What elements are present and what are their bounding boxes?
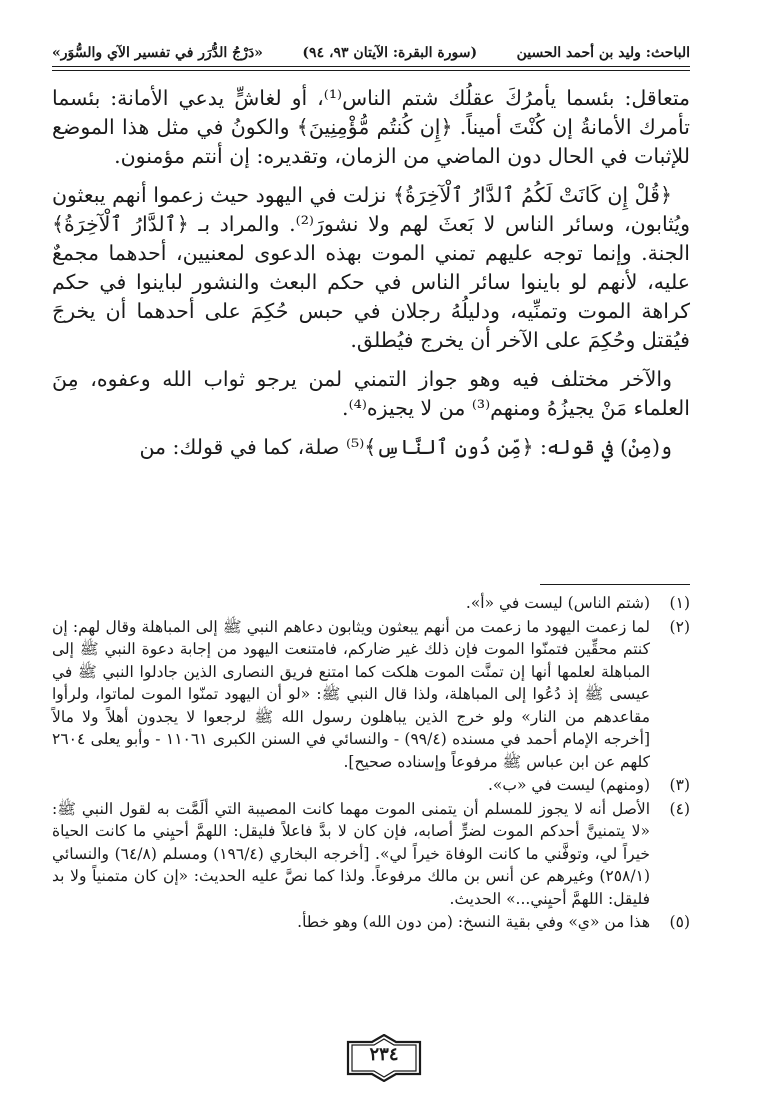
- footnote-text: (شتم الناس) ليست في «أ».: [465, 594, 650, 612]
- paragraph-1: متعاقل: بئسما يأمرُكَ عقلُك شتم الناس⁽¹⁾، أو لغاشٍّ يدعي الأمانة: بئسما تأمرك الأمانةُ إن كُنْتَ أميناً. ﴿إِن كُنتُم مُّؤْمِنِينَ﴾ والكونُ في مثل هذا الموضع للإثبات في الحال دون الماضي من الزمان، وتقديره: إن أنتم مؤمنون.: [52, 86, 690, 168]
- header-author: الباحث: وليد بن أحمد الحسين: [516, 45, 690, 61]
- footnote-text: الأصل أنه لا يجوز للمسلم أن يتمنى الموت مهما كانت المصيبة التي ألَمَّت به لقول النبي ﷺ: «لا يتمنينَّ أحدكم الموت لضرٍّ أصابه، فإن كان لا بدَّ فاعلاً فليقل: اللهمَّ أحيِني ما كانت الحياة خيراً لي، وتوفَّني ما كانت الوفاة خيراً لي». [أخرجه البخاري (١٩٦/٤) ومسلم (٦٤/٨) والنسائي (٢٥٨/١) وغيرهم عن أنس بن مالك مرفوعاً. ولذا كما نصَّ عليه الحديث: «إن كان متمنياً ولا بد فليقل: اللهمَّ أحيِني...» الحديث.: [52, 799, 650, 908]
- footnote: [52, 774, 690, 797]
- header-surah-range: (سورة البقرة: الآيتان ٩٣، ٩٤): [302, 45, 478, 61]
- footnote: [52, 616, 690, 774]
- footnote: [52, 911, 690, 934]
- page: [52, 0, 690, 1120]
- footnote-separator: [540, 584, 690, 585]
- footnote: [52, 592, 690, 615]
- paragraph-3: والآخر مختلف فيه وهو جواز التمني لمن يرجو ثواب الله وعفوه، مِنَ العلماء مَنْ يجيزُهُ ومنهم⁽³⁾ من لا يجيزه⁽⁴⁾.: [52, 367, 690, 420]
- header-rule: [52, 66, 690, 67]
- footnote-text: هذا من «ي» وفي بقية النسخ: (من دون الله) وهو خطأ.: [297, 913, 650, 931]
- page-number: ٢٣٤: [369, 1044, 399, 1065]
- page-number-ornament: [346, 1034, 422, 1082]
- paragraph-4: و(مِنْ) في قوله: ﴿مِّن دُونِ ٱلنَّاسِ﴾⁽⁵⁾ صلة، كما في قولك: من: [139, 435, 672, 459]
- header-rule-thin: [52, 70, 690, 71]
- footnote-number: (٥): [669, 913, 690, 931]
- footnote-text: لما زعمت اليهود ما زعمت من أنهم يبعثون ويثابون دعاهم النبي ﷺ إلى المباهلة وقال لهم: إن كنتم محقِّين فتمنّوا الموت فإن ذلك غير ضاركم، فامتنعت اليهود من إجابة دعوة النبي ﷺ إلى المباهلة لعلمها أنها إن تمنَّت الموت هلكت كما امتنع فريق النصارى الذين جادلوا النبي ﷺ في عيسى ﷺ إذ دُعُوا إلى المباهلة، ولذا قال النبي ﷺ: «لو أن اليهود تمنّوا الموت لماتوا، ولرأوا مقاعدهم من النار» ولو خرج الذين يباهلون رسول الله ﷺ لرجعوا لا يجدون أهلاً ولا مالاً [أخرجه الإمام أحمد في مسنده (٩٩/٤) - والنسائي في السنن الكبرى ١١٠٦١ - وأبو يعلى ٢٦٠٤ كلهم عن ابن عباس ﷺ مرفوعاً وإسناده صحيح].: [52, 617, 650, 771]
- header-book-title: «دَرْجُ الدُّرَر في تفسير الآي والسُّوَر»: [52, 45, 263, 61]
- footnote-number: (١): [669, 594, 690, 612]
- footnote: [52, 798, 690, 911]
- footnote-text: (ومنهم) ليست في «ب».: [487, 776, 650, 794]
- footnote-number: (٤): [669, 799, 690, 818]
- paragraph-2: ﴿قُلْ إِن كَانَتْ لَكُمُ ٱلدَّارُ ٱلْآخِرَةُ﴾ نزلت في اليهود حيث زعموا أنهم يبعثون ويُثابون، وسائر الناس لا بَعثَ لهم ولا نشورَ⁽²⁾. والمراد بـ ﴿ٱلدَّارُ ٱلْآخِرَةُ﴾ الجنة. وإنما توجه عليهم تمني الموت بهذه الدعوى لمعنيين، أحدهما مجمعٌ عليه، لأنهم لو باينوا سائر الناس في حكم البعث والنشور لباينوا في حكم كراهة الموت وتمنِّيه، ودليلُهُ رجلان في حبس حُكِمَ على أحدهما أن يخرجَ فيُقتل وحُكِمَ على الآخر أن يخرج فيُطلق.: [52, 183, 690, 352]
- footnotes: [52, 592, 690, 935]
- footnote-number: (٣): [669, 776, 690, 794]
- running-header: [52, 38, 690, 64]
- footnote-number: (٢): [669, 617, 690, 636]
- main-text: [52, 84, 690, 472]
